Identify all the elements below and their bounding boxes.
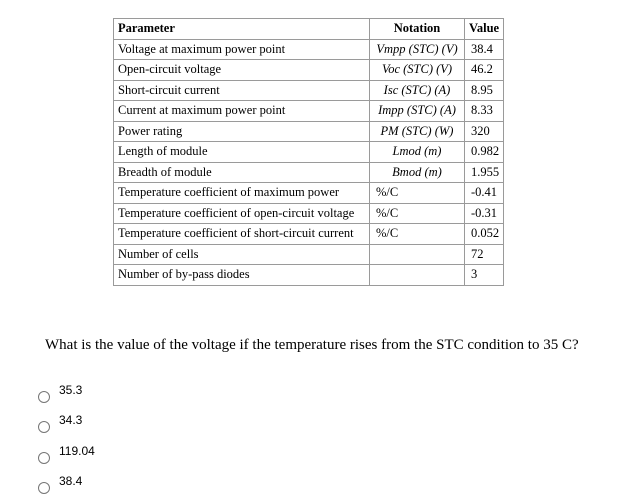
parameter-table [113, 18, 504, 286]
cell-parameter: Temperature coefficient of open-circuit voltage [114, 203, 370, 224]
cell-notation: %/C [370, 224, 465, 245]
answer-option-4[interactable] [38, 474, 82, 494]
table-row [114, 60, 504, 81]
table-row [114, 121, 504, 142]
header-parameter: Parameter [114, 19, 370, 40]
cell-notation: Isc (STC) (A) [370, 80, 465, 101]
table-row [114, 183, 504, 204]
table-row [114, 39, 504, 60]
answer-option-3[interactable] [38, 444, 95, 464]
cell-value: 320 [465, 121, 504, 142]
cell-notation: Lmod (m) [370, 142, 465, 163]
cell-notation: PM (STC) (W) [370, 121, 465, 142]
cell-value: -0.41 [465, 183, 504, 204]
cell-value: 1.955 [465, 162, 504, 183]
cell-value: 38.4 [465, 39, 504, 60]
cell-notation [370, 265, 465, 286]
cell-notation: %/C [370, 183, 465, 204]
cell-notation: %/C [370, 203, 465, 224]
cell-value: -0.31 [465, 203, 504, 224]
cell-value: 8.95 [465, 80, 504, 101]
cell-value: 3 [465, 265, 504, 286]
cell-value: 72 [465, 244, 504, 265]
cell-notation: Impp (STC) (A) [370, 101, 465, 122]
cell-value: 8.33 [465, 101, 504, 122]
radio-button[interactable] [38, 421, 50, 433]
cell-notation: Bmod (m) [370, 162, 465, 183]
cell-notation: Voc (STC) (V) [370, 60, 465, 81]
table-row [114, 142, 504, 163]
option-label: 119.04 [59, 444, 95, 458]
header-value: Value [465, 19, 504, 40]
answer-option-1[interactable] [38, 383, 82, 403]
option-label: 34.3 [59, 413, 83, 427]
cell-value: 0.982 [465, 142, 504, 163]
answer-option-2[interactable] [38, 413, 82, 433]
cell-parameter: Temperature coefficient of maximum power [114, 183, 370, 204]
option-label: 35.3 [59, 383, 83, 397]
cell-parameter: Voltage at maximum power point [114, 39, 370, 60]
cell-notation [370, 244, 465, 265]
cell-parameter: Power rating [114, 121, 370, 142]
cell-notation: Vmpp (STC) (V) [370, 39, 465, 60]
table-row [114, 265, 504, 286]
cell-parameter: Number of cells [114, 244, 370, 265]
cell-parameter: Number of by-pass diodes [114, 265, 370, 286]
option-label: 38.4 [59, 474, 83, 488]
cell-parameter: Short-circuit current [114, 80, 370, 101]
cell-parameter: Open-circuit voltage [114, 60, 370, 81]
radio-button[interactable] [38, 482, 50, 494]
radio-button[interactable] [38, 391, 50, 403]
cell-parameter: Temperature coefficient of short-circuit current [114, 224, 370, 245]
table-row [114, 101, 504, 122]
cell-value: 46.2 [465, 60, 504, 81]
table-row [114, 224, 504, 245]
cell-parameter: Current at maximum power point [114, 101, 370, 122]
table-header-row [114, 19, 504, 40]
cell-parameter: Breadth of module [114, 162, 370, 183]
cell-parameter: Length of module [114, 142, 370, 163]
cell-value: 0.052 [465, 224, 504, 245]
question-text: What is the value of the voltage if the temperature rises from the STC condition to 35 C? [45, 337, 579, 353]
table-row [114, 80, 504, 101]
table-row [114, 244, 504, 265]
table-row [114, 203, 504, 224]
header-notation: Notation [370, 19, 465, 40]
radio-button[interactable] [38, 452, 50, 464]
table-row [114, 162, 504, 183]
